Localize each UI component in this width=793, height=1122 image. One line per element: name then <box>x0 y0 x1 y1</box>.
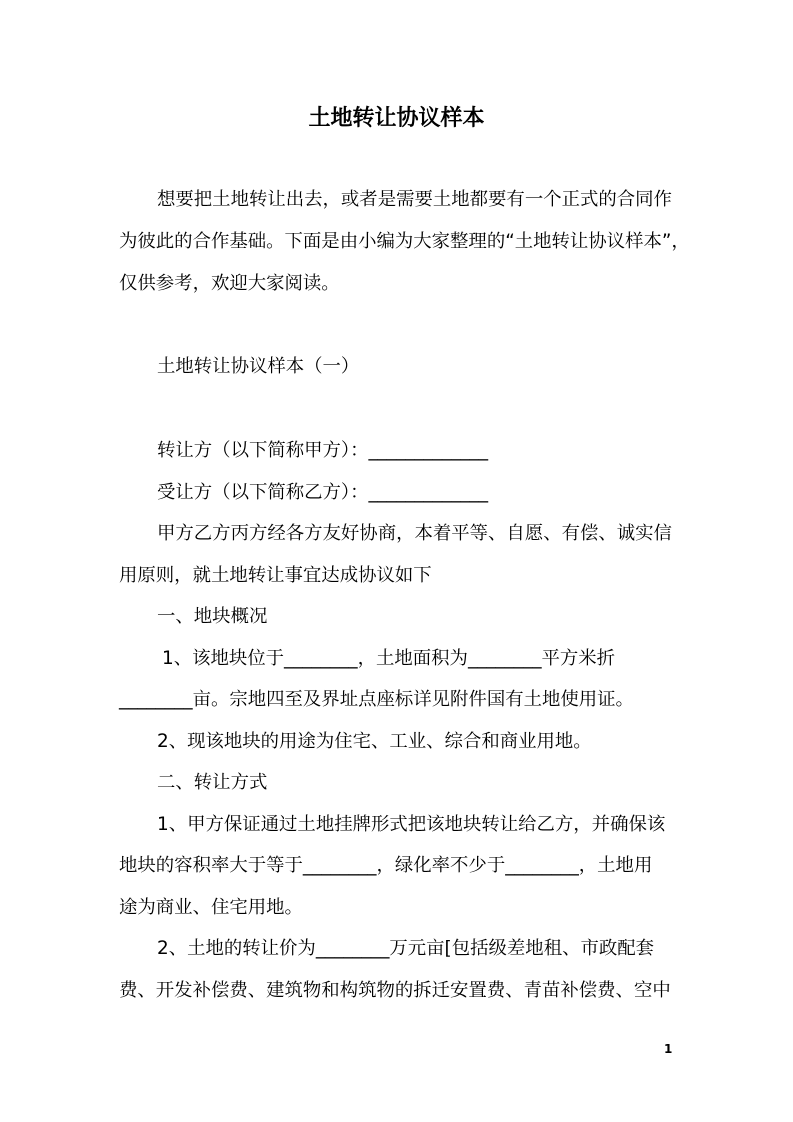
paragraph-line: 费、开发补偿费、建筑物和构筑物的拆迁安置费、青苗补偿费、空中 <box>119 980 671 1001</box>
paragraph-line: 途为商业、住宅用地。 <box>119 897 303 918</box>
paragraph-line: 为彼此的合作基础。下面是由小编为大家整理的“土地转让协议样本”， <box>119 231 690 252</box>
paragraph-line: 转让方（以下简称甲方）：_____________ <box>157 440 489 461</box>
page-number: 1 <box>664 1042 673 1056</box>
paragraph-line: 想要把土地转让出去，或者是需要土地都要有一个正式的合同作 <box>157 189 672 210</box>
paragraph-line: 地块的容积率大于等于________，绿化率不少于________，土地用 <box>119 855 653 876</box>
paragraph-line: 2、现该地块的用途为住宅、工业、综合和商业用地。 <box>157 731 592 752</box>
section-heading: 土地转让协议样本（一） <box>157 356 360 377</box>
paragraph-line: 二、转让方式 <box>157 772 268 793</box>
paragraph-line: 仅供参考，欢迎大家阅读。 <box>119 273 340 294</box>
paragraph-line: 受让方（以下简称乙方）：_____________ <box>157 482 489 503</box>
paragraph-line: 2、土地的转让价为________万元亩[包括级差地租、市政配套 <box>157 938 655 959</box>
paragraph-line: 1、甲方保证通过土地挂牌形式把该地块转让给乙方，并确保该 <box>157 814 666 835</box>
paragraph-line: 甲方乙方丙方经各方友好协商，本着平等、自愿、有偿、诚实信 <box>157 523 672 544</box>
paragraph-line: 用原则，就土地转让事宜达成协议如下 <box>119 565 432 586</box>
paragraph-line: 1、该地块位于________，土地面积为________平方米折 <box>162 648 616 669</box>
paragraph-line: ________亩。宗地四至及界址点座标详见附件国有土地使用证。 <box>119 689 634 710</box>
document-title: 土地转让协议样本 <box>308 106 485 131</box>
paragraph-line: 一、地块概况 <box>157 606 268 627</box>
